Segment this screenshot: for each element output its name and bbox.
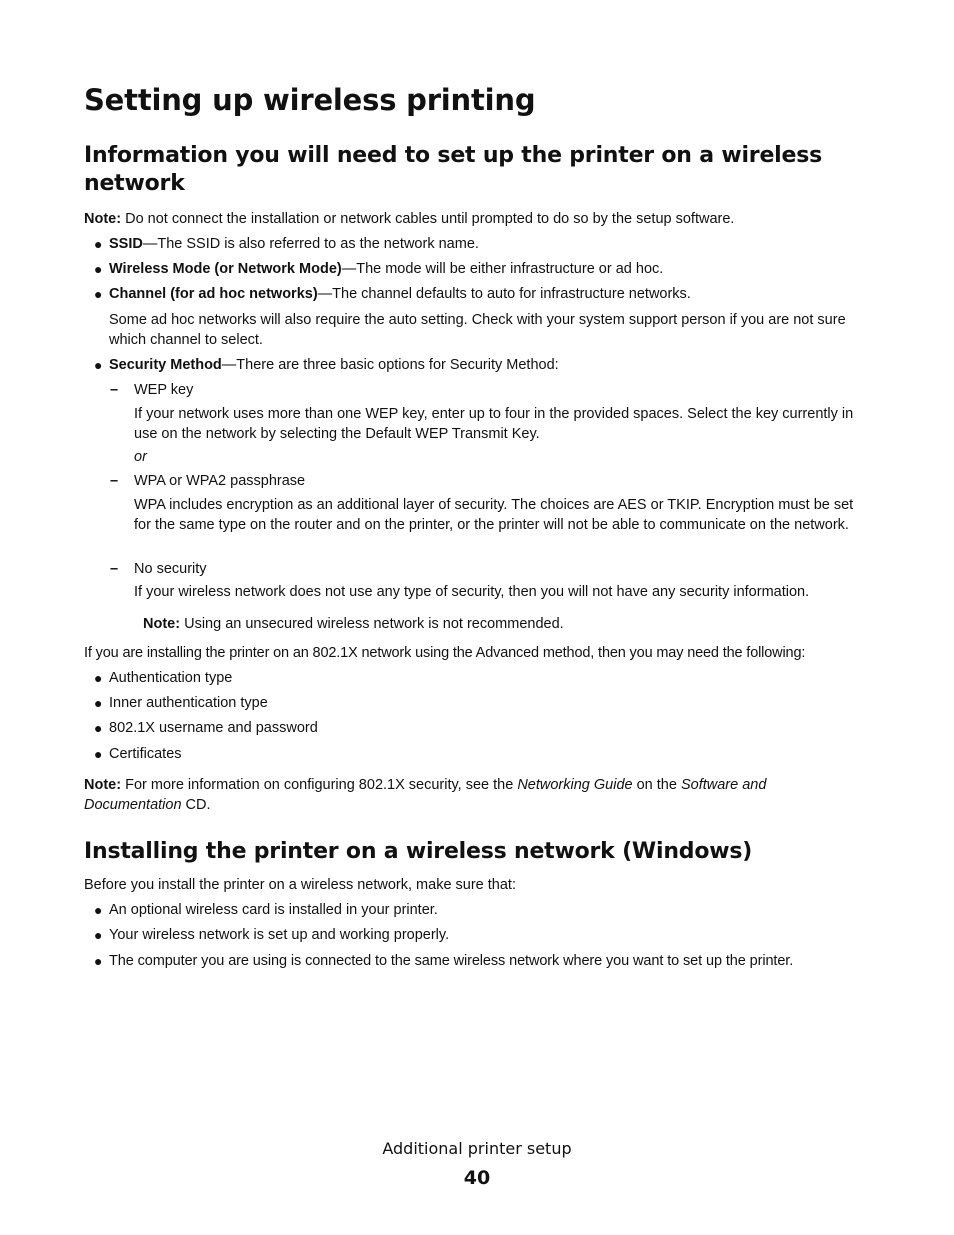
note-label: Note: <box>143 616 181 632</box>
list-item-term: SSID <box>109 236 143 252</box>
note-text: For more information on configuring 802.1X security, see the <box>121 777 518 793</box>
list-item: Authentication type <box>109 670 233 686</box>
or-text: or <box>134 449 147 465</box>
list-item-ssid <box>109 235 479 255</box>
bullet-icon: ● <box>94 357 103 373</box>
bullet-icon: ● <box>94 261 103 277</box>
section-heading-line: network <box>84 171 185 196</box>
bullet-icon: ● <box>94 746 103 762</box>
bullet-icon: ● <box>94 927 103 943</box>
bullet-icon: ● <box>94 720 103 736</box>
security-note <box>143 615 564 635</box>
note-text: on the <box>632 777 681 793</box>
option-no-security: No security <box>134 561 207 577</box>
note-label: Note: <box>84 211 122 227</box>
list-item-text: —The mode will be either infrastructure or ad hoc. <box>341 261 664 277</box>
dash-icon: – <box>110 561 119 577</box>
configuration-note <box>84 776 874 815</box>
section-heading-info <box>84 142 822 198</box>
option-wpa: WPA or WPA2 passphrase <box>134 473 306 489</box>
bullet-icon: ● <box>94 902 103 918</box>
option-no-security-detail: If your wireless network does not use any type of security, then you will not have any security information. <box>134 584 810 600</box>
list-item-term: Channel (for ad hoc networks) <box>109 286 318 302</box>
option-wep-detail: If your network uses more than one WEP key, enter up to four in the provided spaces. Select the key currently in use on the network by selecting the Default WEP Transmit Key. <box>134 406 854 442</box>
bullet-icon: ● <box>94 670 103 686</box>
note-label: Note: <box>84 777 122 793</box>
dash-icon: – <box>110 473 119 489</box>
list-item: Inner authentication type <box>109 695 268 711</box>
note-text: Using an unsecured wireless network is not recommended. <box>180 616 564 632</box>
list-item-text: —The channel defaults to auto for infrastructure networks. <box>317 286 691 302</box>
list-item-wireless-mode <box>109 260 663 280</box>
bullet-icon: ● <box>94 236 103 252</box>
option-wep-key: WEP key <box>134 382 194 398</box>
section-heading-line: Information you will need to set up the printer on a wireless <box>84 143 823 168</box>
advanced-intro: If you are installing the printer on an 802.1X network using the Advanced method, then you may need the following: <box>84 645 806 661</box>
list-item-security-method <box>109 356 559 376</box>
list-item-text: —The SSID is also referred to as the network name. <box>142 236 479 252</box>
list-item-term: Security Method <box>109 357 222 373</box>
cd-title: Software and <box>680 777 767 793</box>
list-item-term: Wireless Mode (or Network Mode) <box>109 261 342 277</box>
list-item-text: —There are three basic options for Security Method: <box>221 357 559 373</box>
bullet-icon: ● <box>94 286 103 302</box>
channel-detail: Some ad hoc networks will also require the auto setting. Check with your system support person if you are not sure which channel to select. <box>109 312 846 348</box>
list-item: 802.1X username and password <box>109 720 318 736</box>
bullet-icon: ● <box>94 953 103 969</box>
page-number: 40 <box>463 1167 491 1189</box>
dash-icon: – <box>110 382 119 398</box>
option-wpa-detail: WPA includes encryption as an additional layer of security. The choices are AES or TKIP. Encryption must be set for the same type on the router and on the printer, or the printer will not be able to communicate on the network. <box>134 497 854 533</box>
list-item: An optional wireless card is installed in your printer. <box>109 902 438 918</box>
windows-intro: Before you install the printer on a wireless network, make sure that: <box>84 877 516 893</box>
setup-note <box>84 210 734 230</box>
bullet-icon: ● <box>94 695 103 711</box>
page-title: Setting up wireless printing <box>84 83 536 117</box>
section-heading-windows: Installing the printer on a wireless network (Windows) <box>84 839 753 864</box>
networking-guide-title: Networking Guide <box>517 777 633 793</box>
list-item: Certificates <box>109 746 182 762</box>
list-item: Your wireless network is set up and working properly. <box>109 927 450 943</box>
cd-title: Documentation <box>84 796 182 813</box>
list-item-channel <box>109 285 691 305</box>
footer-section-title: Additional printer setup <box>382 1139 572 1158</box>
list-item: The computer you are using is connected to the same wireless network where you want to set up the printer. <box>109 953 794 969</box>
note-text: CD. <box>181 796 211 813</box>
note-text: Do not connect the installation or network cables until prompted to do so by the setup software. <box>121 211 735 227</box>
